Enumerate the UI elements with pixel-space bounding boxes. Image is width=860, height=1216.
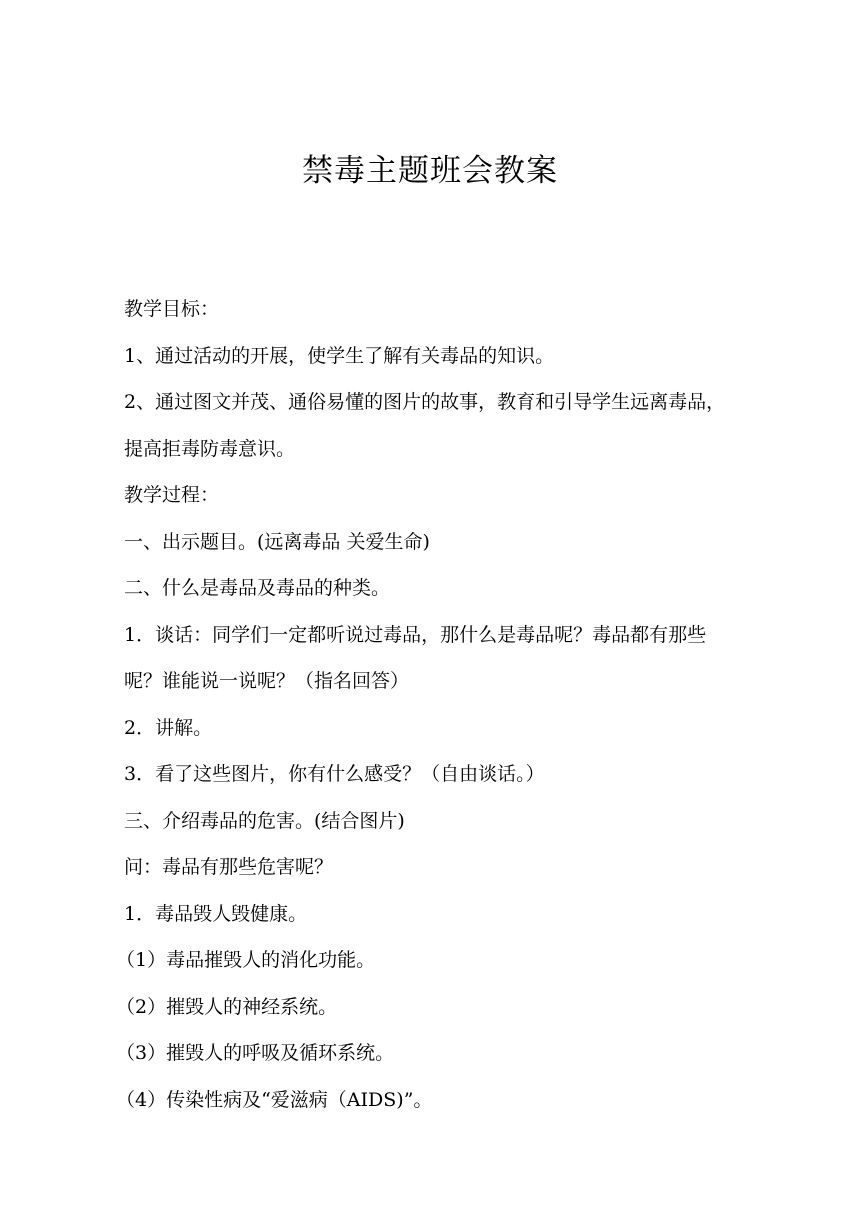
paragraph: 3．看了这些图片，你有什么感受？（自由谈话。） — [124, 763, 545, 785]
paragraph: 三、介绍毒品的危害。(结合图片) — [124, 809, 405, 832]
paragraph: 教学过程： — [124, 484, 220, 506]
paragraph: 1、通过活动的开展，使学生了解有关毒品的知识。 — [124, 344, 555, 367]
paragraph: （2）摧毁人的神经系统。 — [116, 995, 338, 1018]
paragraph: 1．谈话：同学们一定都听说过毒品，那什么是毒品呢？毒品都有那些 — [124, 623, 707, 646]
paragraph: 问：毒品有那些危害呢？ — [124, 856, 334, 878]
paragraph: 教学目标： — [124, 298, 220, 320]
paragraph: 1．毒品毁人毁健康。 — [124, 902, 308, 925]
paragraph: 二、什么是毒品及毒品的种类。 — [124, 577, 391, 599]
paragraph: 一、出示题目。(远离毒品 关爱生命) — [124, 530, 430, 553]
paragraph: 2．讲解。 — [124, 716, 213, 739]
paragraph: 提高拒毒防毒意识。 — [124, 437, 296, 460]
paragraph: 呢？谁能说一说呢？（指名回答） — [124, 670, 410, 692]
paragraph: 2、通过图文并茂、通俗易懂的图片的故事，教育和引导学生远离毒品， — [124, 391, 726, 413]
paragraph: （4）传染性病及“爱滋病（AIDS)”。 — [116, 1088, 433, 1111]
paragraph: （1）毒品摧毁人的消化功能。 — [116, 949, 376, 971]
page-title: 禁毒主题班会教案 — [302, 153, 558, 189]
paragraph: （3）摧毁人的呼吸及循环系统。 — [116, 1042, 395, 1064]
document-body — [116, 286, 764, 1123]
